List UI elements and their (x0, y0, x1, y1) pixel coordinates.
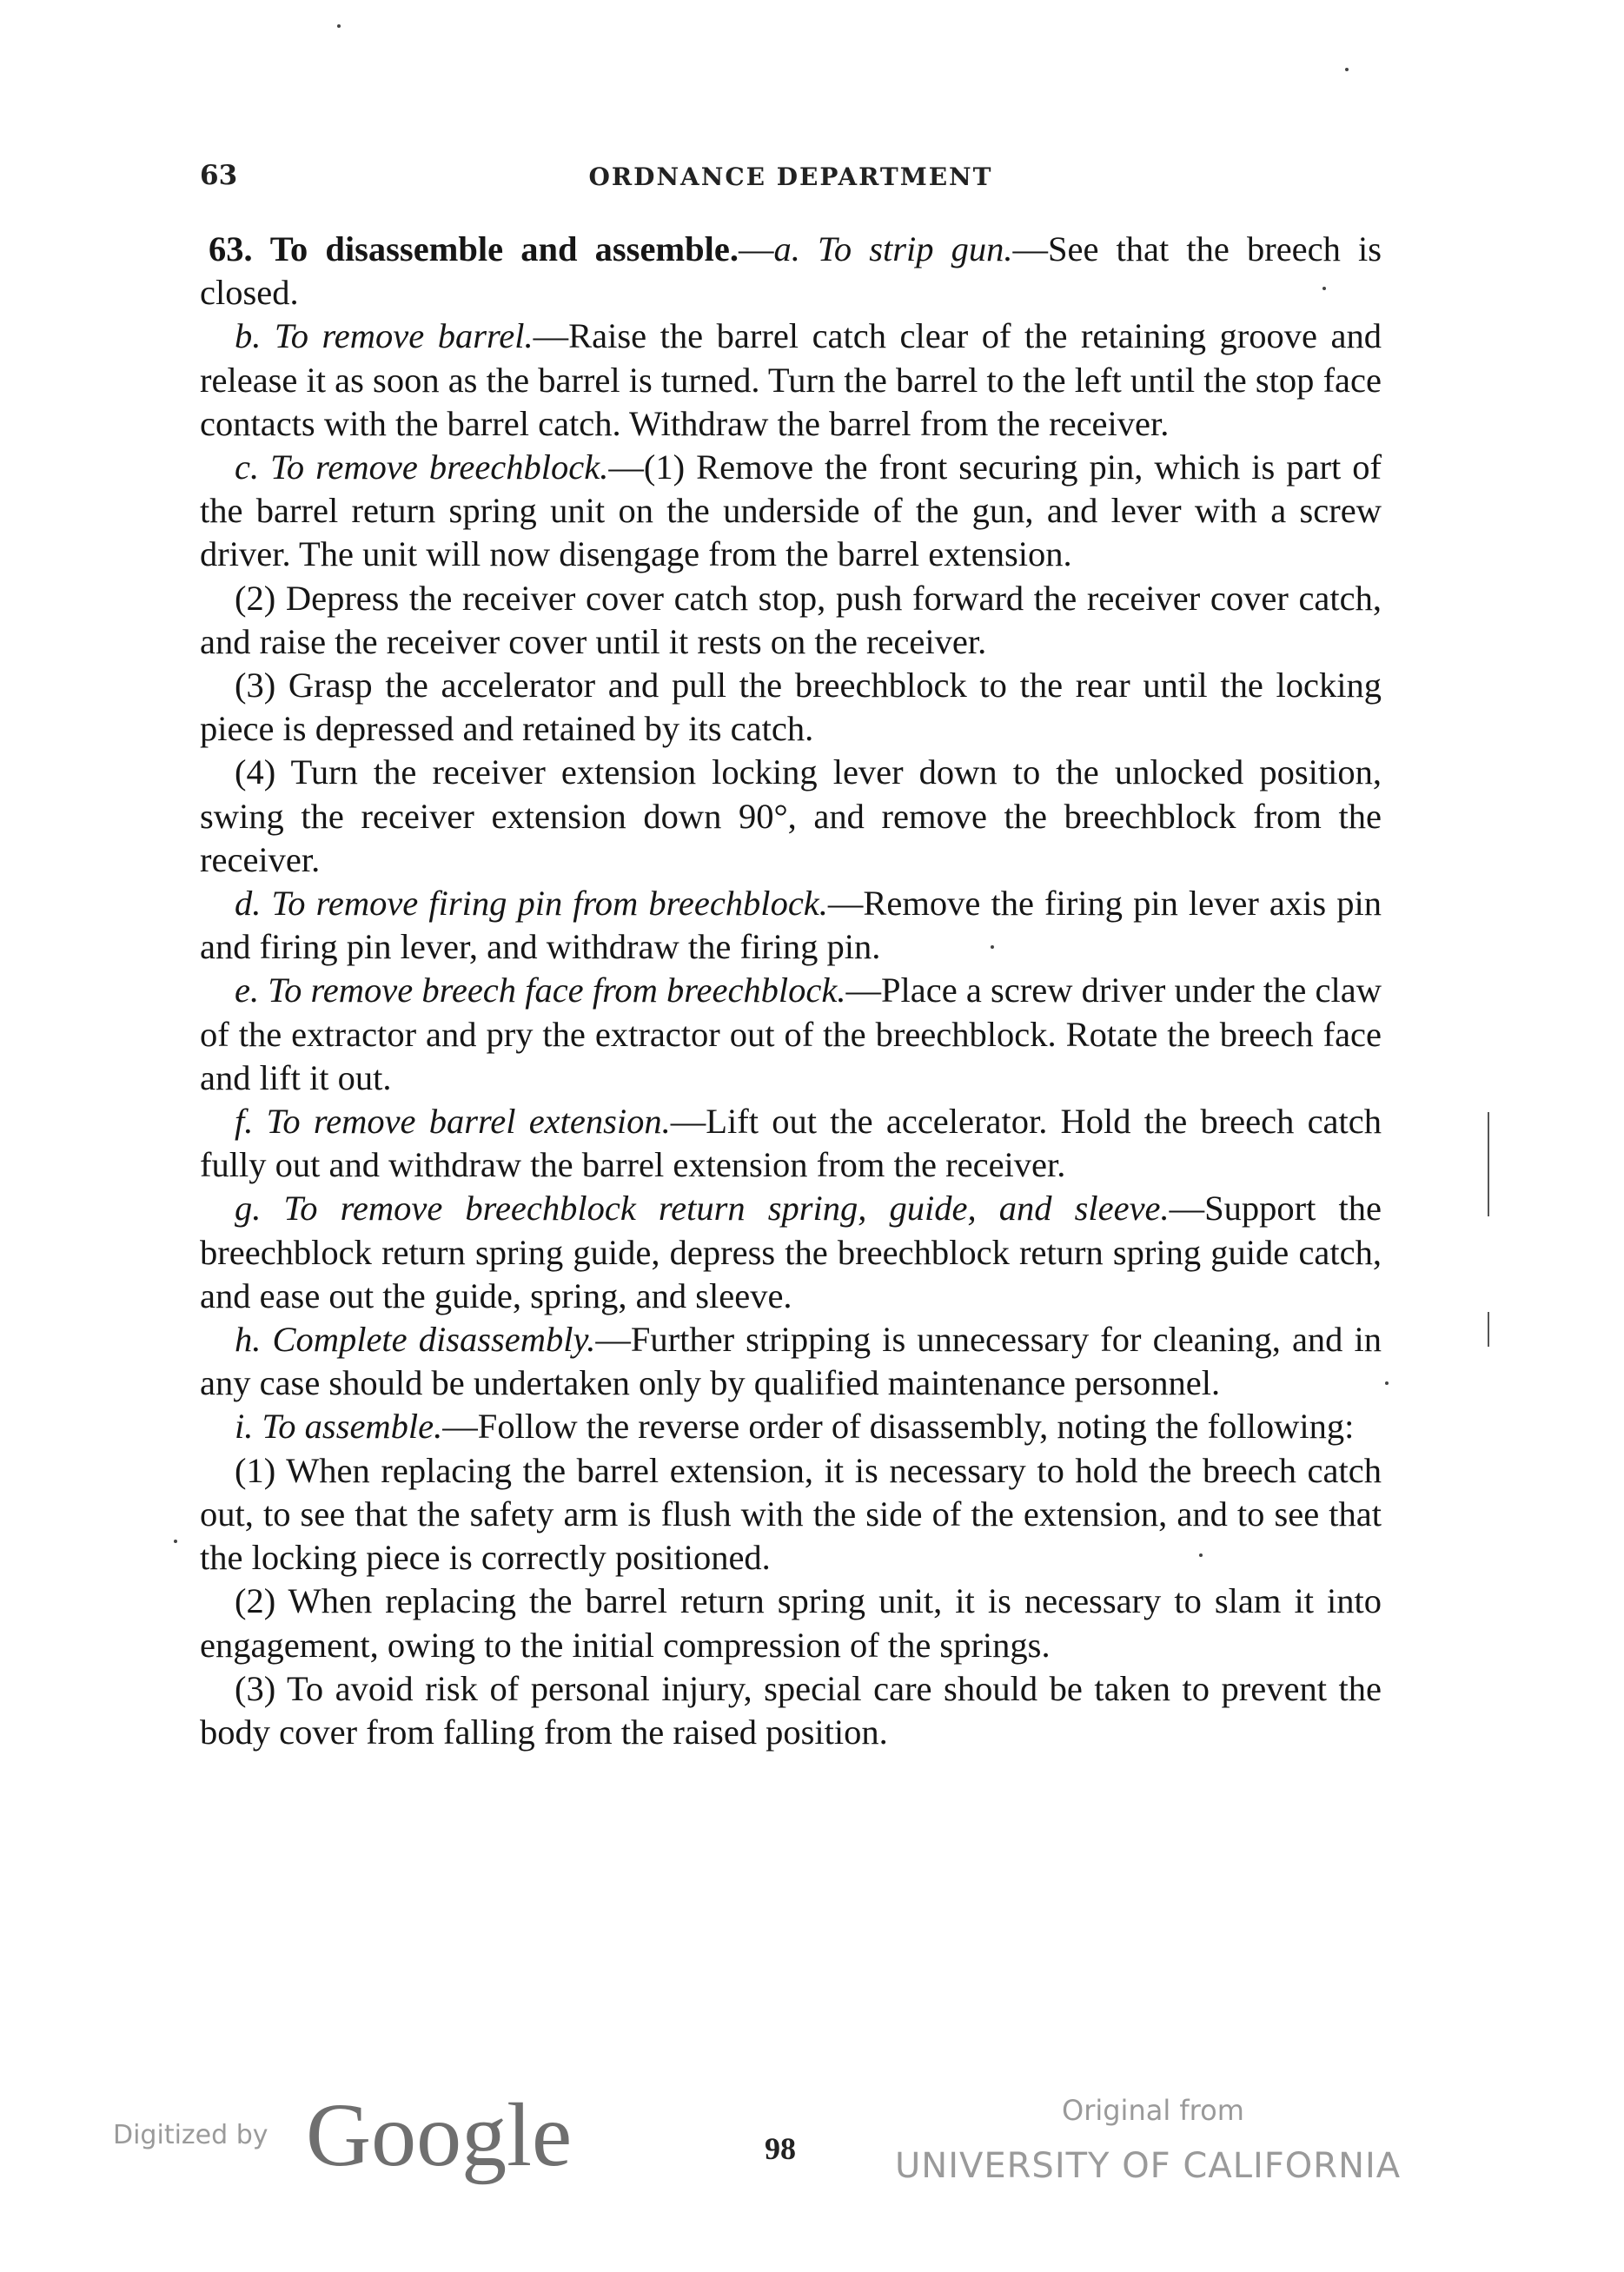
header-page-number: 63 (200, 160, 238, 191)
scan-margin-mark (1488, 1312, 1489, 1347)
paragraph-c2 (200, 577, 1382, 664)
subsection-h-text: Further stripping is unnecessary for cleaning, and in any case should be undertaken only by qualified maintenance personnel. (200, 1320, 1382, 1403)
subsection-b-label: b. To remove barrel. (235, 316, 534, 356)
paragraph-i1 (200, 1449, 1382, 1580)
paragraph-f: f. To remove barrel extension.—Lift out the accelerator. Hold the breech catch fully out and withdraw the barrel extension from the receiver. (200, 1102, 1382, 1185)
scan-speck (991, 945, 994, 949)
subsection-i-label: i. To assemble. (235, 1407, 443, 1447)
paragraph-e: e. To remove breech face from breechblock.—Place a screw driver under the claw of the extractor and pry the extractor out of the breechblock. Rotate the breech face and lift it out. (200, 970, 1382, 1097)
subsection-g-text: Support the breechblock return spring guide, depress the breechblock return spring guide catch, and ease out the guide, spring, and sleeve. (200, 1189, 1382, 1315)
scan-speck (337, 24, 341, 28)
digitized-by-label: Digitized by (113, 2120, 268, 2150)
subsection-a-label: a. To strip gun. (773, 229, 1013, 268)
section-heading: To disassemble and assemble. (269, 229, 739, 268)
subsection-c4-text: (4) Turn the receiver extension locking lever down to the unlocked position, swing the receiver extension down 90°, and remove the breechblock from the receiver. (200, 752, 1382, 879)
paragraph-i3 (200, 1667, 1382, 1754)
subsection-g-label: g. To remove breechblock return spring, guide, and sleeve. (235, 1189, 1170, 1229)
scan-margin-mark (1488, 1112, 1489, 1216)
institution-label: UNIVERSITY OF CALIFORNIA (895, 2146, 1402, 2186)
scan-speck (1345, 68, 1349, 71)
paragraph-c1: c. To remove breechblock.—(1) Remove the front securing pin, which is part of the barrel return spring unit on the underside of the gun, and lever with a screw driver. The unit will now disengage from the barrel extension. (200, 447, 1382, 574)
paragraph-c4 (200, 751, 1382, 882)
subsection-i-text: Follow the reverse order of disassembly, noting the following: (477, 1407, 1355, 1447)
paragraph-d: d. To remove firing pin from breechblock.—Remove the firing pin lever axis pin and firing pin lever, and withdraw the firing pin. (200, 884, 1382, 967)
scan-speck (1322, 287, 1326, 290)
paragraph-g: g. To remove breechblock return spring, guide, and sleeve.—Support the breechblock return spring guide, depress the breechblock return spring guide catch, and ease out the guide, spring, and sleeve. (200, 1189, 1382, 1315)
subsection-c1-text: (1) Remove the front securing pin, which is part of the barrel return spring unit on the underside of the gun, and lever with a screw driver. The unit will now disengage from the barrel extension. (200, 447, 1382, 574)
scan-speck (1199, 1553, 1203, 1557)
body-text (200, 228, 1382, 1754)
subsection-d-label: d. To remove firing pin from breechblock. (235, 884, 828, 924)
subsection-d-text: Remove the firing pin lever axis pin and firing pin lever, and withdraw the firing pin. (200, 884, 1382, 967)
running-title: ORDNANCE DEPARTMENT (588, 162, 993, 191)
paragraph-h: h. Complete disassembly.—Further stripping is unnecessary for cleaning, and in any case should be undertaken only by qualified maintenance personnel. (200, 1320, 1382, 1403)
subsection-a-text: See that the breech is closed. (200, 229, 1382, 313)
subsection-b-text: Raise the barrel catch clear of the retaining groove and release it as soon as the barrel is turned. Turn the barrel to the left until the stop face contacts with the barrel catch. Withdraw the barrel from the receiver. (200, 316, 1382, 443)
subsection-i1-text: (1) When replacing the barrel extension, it is necessary to hold the breech catch out, to see that the safety arm is flush with the side of the extension, and to see that the locking piece is correctly positioned. (200, 1450, 1382, 1578)
paragraph-b: b. To remove barrel.—Raise the barrel catch clear of the retaining groove and release it as soon as the barrel is turned. Turn the barrel to the left until the stop face contacts with the barrel catch. Withdraw the barrel from the receiver. (200, 316, 1382, 443)
subsection-e-label: e. To remove breech face from breechblock. (235, 970, 846, 1010)
paragraph-c3 (200, 664, 1382, 751)
running-header (200, 160, 1382, 203)
paragraph-i2 (200, 1580, 1382, 1666)
scan-speck (1385, 1381, 1389, 1385)
subsection-e-text: Place a screw driver under the claw of the extractor and pry the extractor out of the breechblock. Rotate the breech face and lift it out. (200, 970, 1382, 1097)
footer-page-number: 98 (765, 2131, 796, 2166)
section-number: 63. (209, 229, 253, 268)
subsection-c3-text: (3) Grasp the accelerator and pull the breechblock to the rear until the locking piece is depressed and retained by its catch. (200, 666, 1382, 749)
scan-speck (174, 1540, 177, 1543)
google-logo: Google (306, 2085, 573, 2185)
subsection-c2-text: (2) Depress the receiver cover catch stop, push forward the receiver cover catch, and raise the receiver cover until it rests on the receiver. (200, 578, 1382, 661)
subsection-i2-text: (2) When replacing the barrel return spring unit, it is necessary to slam it into engagement, owing to the initial compression of the springs. (200, 1581, 1382, 1665)
paragraph-63a: 63. To disassemble and assemble.—a. To strip gun.—See that the breech is closed. (200, 229, 1382, 313)
subsection-h-label: h. Complete disassembly. (235, 1320, 596, 1360)
original-from-label: Original from (1062, 2094, 1244, 2127)
subsection-f-text: Lift out the accelerator. Hold the breech catch fully out and withdraw the barrel extension from the receiver. (200, 1102, 1382, 1185)
subsection-f-label: f. To remove barrel extension. (235, 1102, 671, 1142)
subsection-i3-text: (3) To avoid risk of personal injury, special care should be taken to prevent the body cover from falling from the raised position. (200, 1668, 1382, 1752)
subsection-c-label: c. To remove breechblock. (235, 447, 609, 487)
paragraph-i: i. To assemble.—Follow the reverse order of disassembly, noting the following: (235, 1407, 1355, 1447)
